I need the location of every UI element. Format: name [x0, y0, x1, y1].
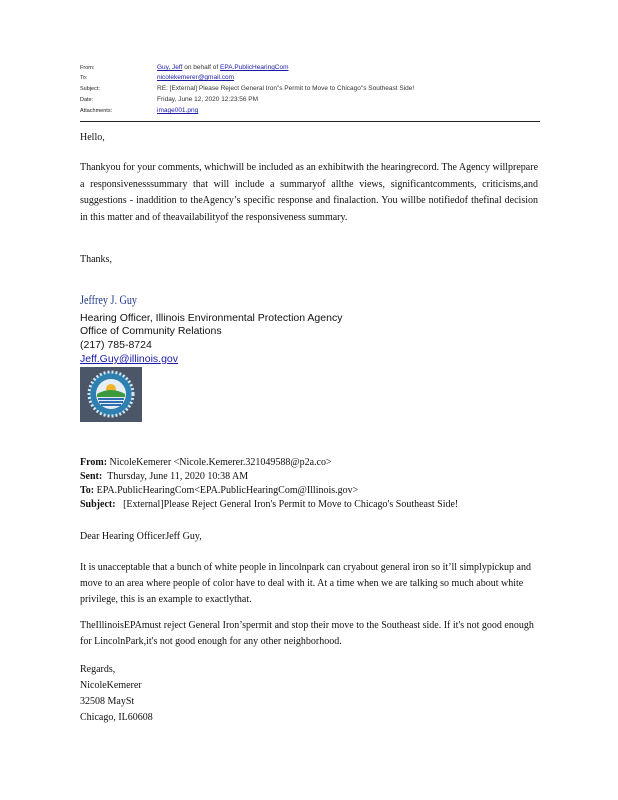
header-attachments-row — [80, 106, 540, 116]
original-to-value: EPA.PublicHearingCom<EPA.PublicHearingCom@Illinois.gov> — [96, 485, 359, 496]
header-date-label: Date: — [80, 97, 94, 103]
signature-title: Hearing Officer, Illinois Environmental Protection Agency — [80, 312, 343, 324]
signature-email-link[interactable]: Jeff.Guy@illinois.gov — [80, 353, 179, 365]
header-date-value: Friday, June 12, 2020 12:23:56 PM — [157, 96, 259, 103]
reply-greeting: Hello, — [80, 132, 105, 143]
original-sender-name: NicoleKemerer — [80, 680, 142, 691]
agency-seal-logo — [80, 367, 142, 422]
header-to-row — [80, 73, 540, 83]
original-from-label: From: — [80, 457, 108, 468]
header-to-label: To: — [80, 75, 88, 81]
header-from-mid: on behalf of — [182, 64, 221, 71]
signature-office: Office of Community Relations — [80, 325, 222, 337]
original-subject-label: Subject: — [80, 499, 116, 510]
reply-thanks: Thanks, — [80, 254, 112, 265]
signature-name: Jeffrey J. Guy — [80, 292, 137, 307]
original-to-label: To: — [80, 485, 95, 496]
original-salutation: Dear Hearing OfficerJeff Guy, — [80, 531, 202, 542]
original-closing: Regards, — [80, 664, 116, 675]
header-attachment-link[interactable]: image001.png — [157, 107, 199, 114]
header-subject-row — [80, 84, 540, 94]
header-from-address[interactable]: EPA.PublicHearingCom — [220, 64, 289, 71]
header-divider — [80, 121, 540, 122]
original-subject-row — [80, 499, 458, 511]
original-sent-label: Sent: — [80, 471, 103, 482]
reply-body: Thankyou for your comments, whichwill be included as an exhibitwith the hearingrecord. The Agency willprepare a responsivenesssummary that will include a summaryof allthe views, significantcomments, criticisms,and suggestions - inaddition to theAgency’s specific response and finalaction. You willbe notifiedof thefinal decision in this matter and of theavailabilityof the responsiveness summary. — [80, 162, 539, 223]
header-from-label: From: — [80, 65, 95, 71]
original-paragraph-1: It is unacceptable that a bunch of white people in lincolnpark can cryabout general iron so it’ll simplypickup and move to an area where people of color have to deal with it. At a time when we are talking so much about white privilege, this is an example to exactlythat. — [80, 562, 531, 605]
original-paragraph-2: TheIllinoisEPAmust reject General Iron’spermit and stop their move to the Southeast side. If it's not good enough for LincolnPark,it's not good enough for any other neighborhood. — [80, 620, 534, 647]
original-subject-value: [External]Please Reject General Iron's Permit to Move to Chicago's Southeast Side! — [123, 499, 459, 510]
header-from-name[interactable]: Guy, Jeff — [157, 64, 183, 71]
header-to-value[interactable]: nicolekemerer@gmail.com — [157, 74, 235, 81]
original-to-row — [80, 485, 358, 497]
original-from-value: NicoleKemerer <Nicole.Kemerer.321049588@p2a.co> — [109, 457, 332, 468]
original-sender-address-line2: Chicago, IL60608 — [80, 712, 153, 723]
header-date-row — [80, 95, 540, 105]
header-subject-value: RE: [External] Please Reject General Iron"s Permit to Move to Chicago"s Southeast Side! — [157, 85, 415, 92]
original-sent-value: Thursday, June 11, 2020 10:38 AM — [107, 471, 249, 482]
signature-phone: (217) 785-8724 — [80, 339, 152, 351]
seal-icon — [80, 367, 142, 422]
original-sender-address-line1: 32508 MaySt — [80, 696, 135, 707]
header-subject-label: Subject: — [80, 86, 100, 92]
original-from-row — [80, 457, 332, 469]
header-attachments-label: Attachments: — [80, 108, 113, 114]
header-from-row — [80, 63, 540, 73]
original-sent-row — [80, 471, 248, 483]
